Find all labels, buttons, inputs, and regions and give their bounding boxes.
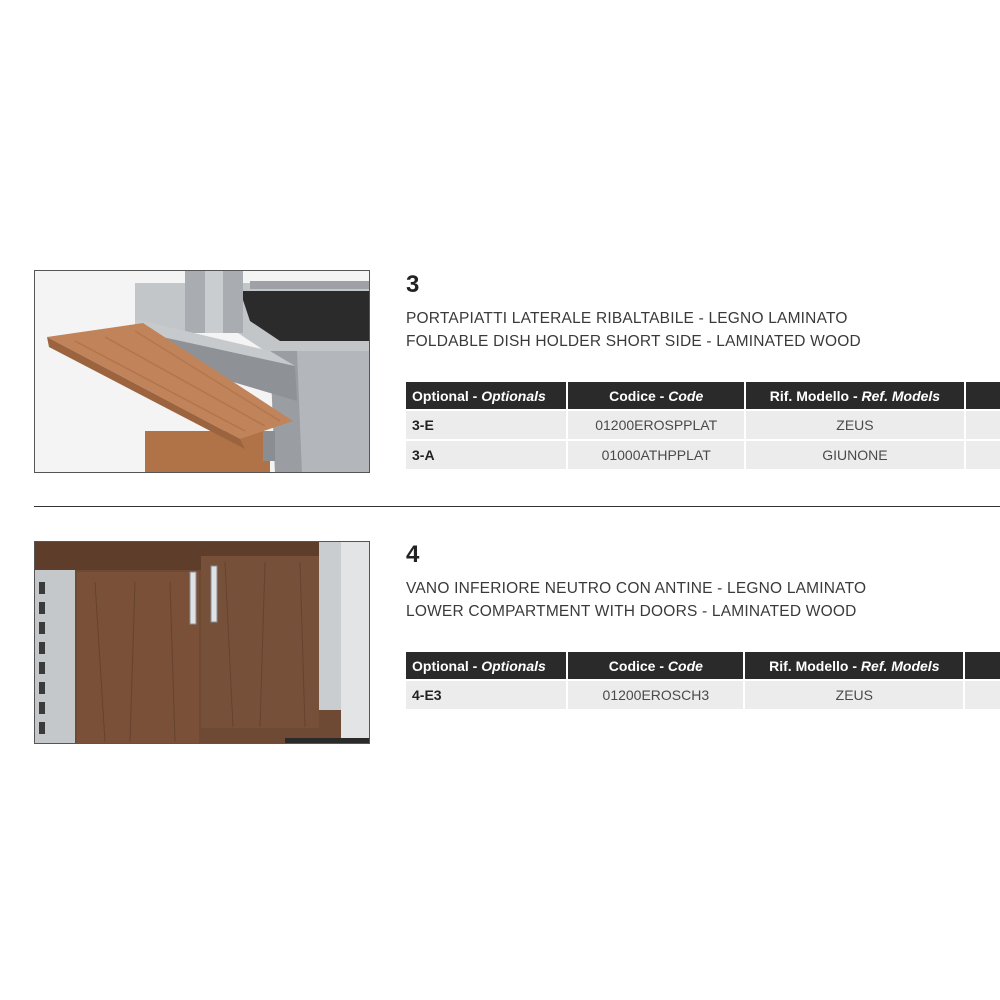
section-title-en: LOWER COMPARTMENT WITH DOORS - LAMINATED WOOD — [406, 603, 857, 620]
col-code-header: Codice - Code — [568, 652, 745, 679]
extra-cell — [966, 439, 1000, 469]
section-title-en: FOLDABLE DISH HOLDER SHORT SIDE - LAMINATED WOOD — [406, 333, 861, 350]
extra-cell — [965, 679, 1000, 709]
optional-cell: 3-A — [406, 439, 568, 469]
col-extra-header — [965, 652, 1000, 679]
col-optional-header: Optional - Optionals — [406, 382, 568, 409]
col-code-header: Codice - Code — [568, 382, 746, 409]
col-extra-header — [966, 382, 1000, 409]
table-row — [406, 439, 1000, 469]
section-divider — [34, 506, 1000, 507]
table-row — [406, 679, 1000, 709]
model-cell: GIUNONE — [746, 439, 965, 469]
code-cell: 01200EROSPPLAT — [568, 409, 746, 439]
optional-cell: 3-E — [406, 409, 568, 439]
model-cell: ZEUS — [746, 409, 965, 439]
table-header-row — [406, 652, 1000, 679]
dish-holder-illustration — [35, 271, 370, 473]
section-number: 3 — [406, 271, 420, 298]
col-optional-header: Optional - Optionals — [406, 652, 568, 679]
model-cell: ZEUS — [745, 679, 965, 709]
code-cell: 01200EROSCH3 — [568, 679, 745, 709]
extra-cell — [966, 409, 1000, 439]
col-models-header: Rif. Modello - Ref. Models — [746, 382, 965, 409]
section-3-table — [406, 382, 1000, 469]
section-number: 4 — [406, 541, 420, 568]
code-cell: 01000ATHPPLAT — [568, 439, 746, 469]
section-title-it: VANO INFERIORE NEUTRO CON ANTINE - LEGNO LAMINATO — [406, 580, 867, 597]
lower-compartment-doors-photo — [34, 541, 370, 744]
lower-compartment-illustration — [35, 542, 370, 744]
optional-cell: 4-E3 — [406, 679, 568, 709]
section-title-it: PORTAPIATTI LATERALE RIBALTABILE - LEGNO LAMINATO — [406, 310, 848, 327]
col-models-header: Rif. Modello - Ref. Models — [745, 652, 965, 679]
section-4-table — [406, 652, 1000, 709]
table-row — [406, 409, 1000, 439]
foldable-dish-holder-photo — [34, 270, 370, 473]
table-header-row — [406, 382, 1000, 409]
